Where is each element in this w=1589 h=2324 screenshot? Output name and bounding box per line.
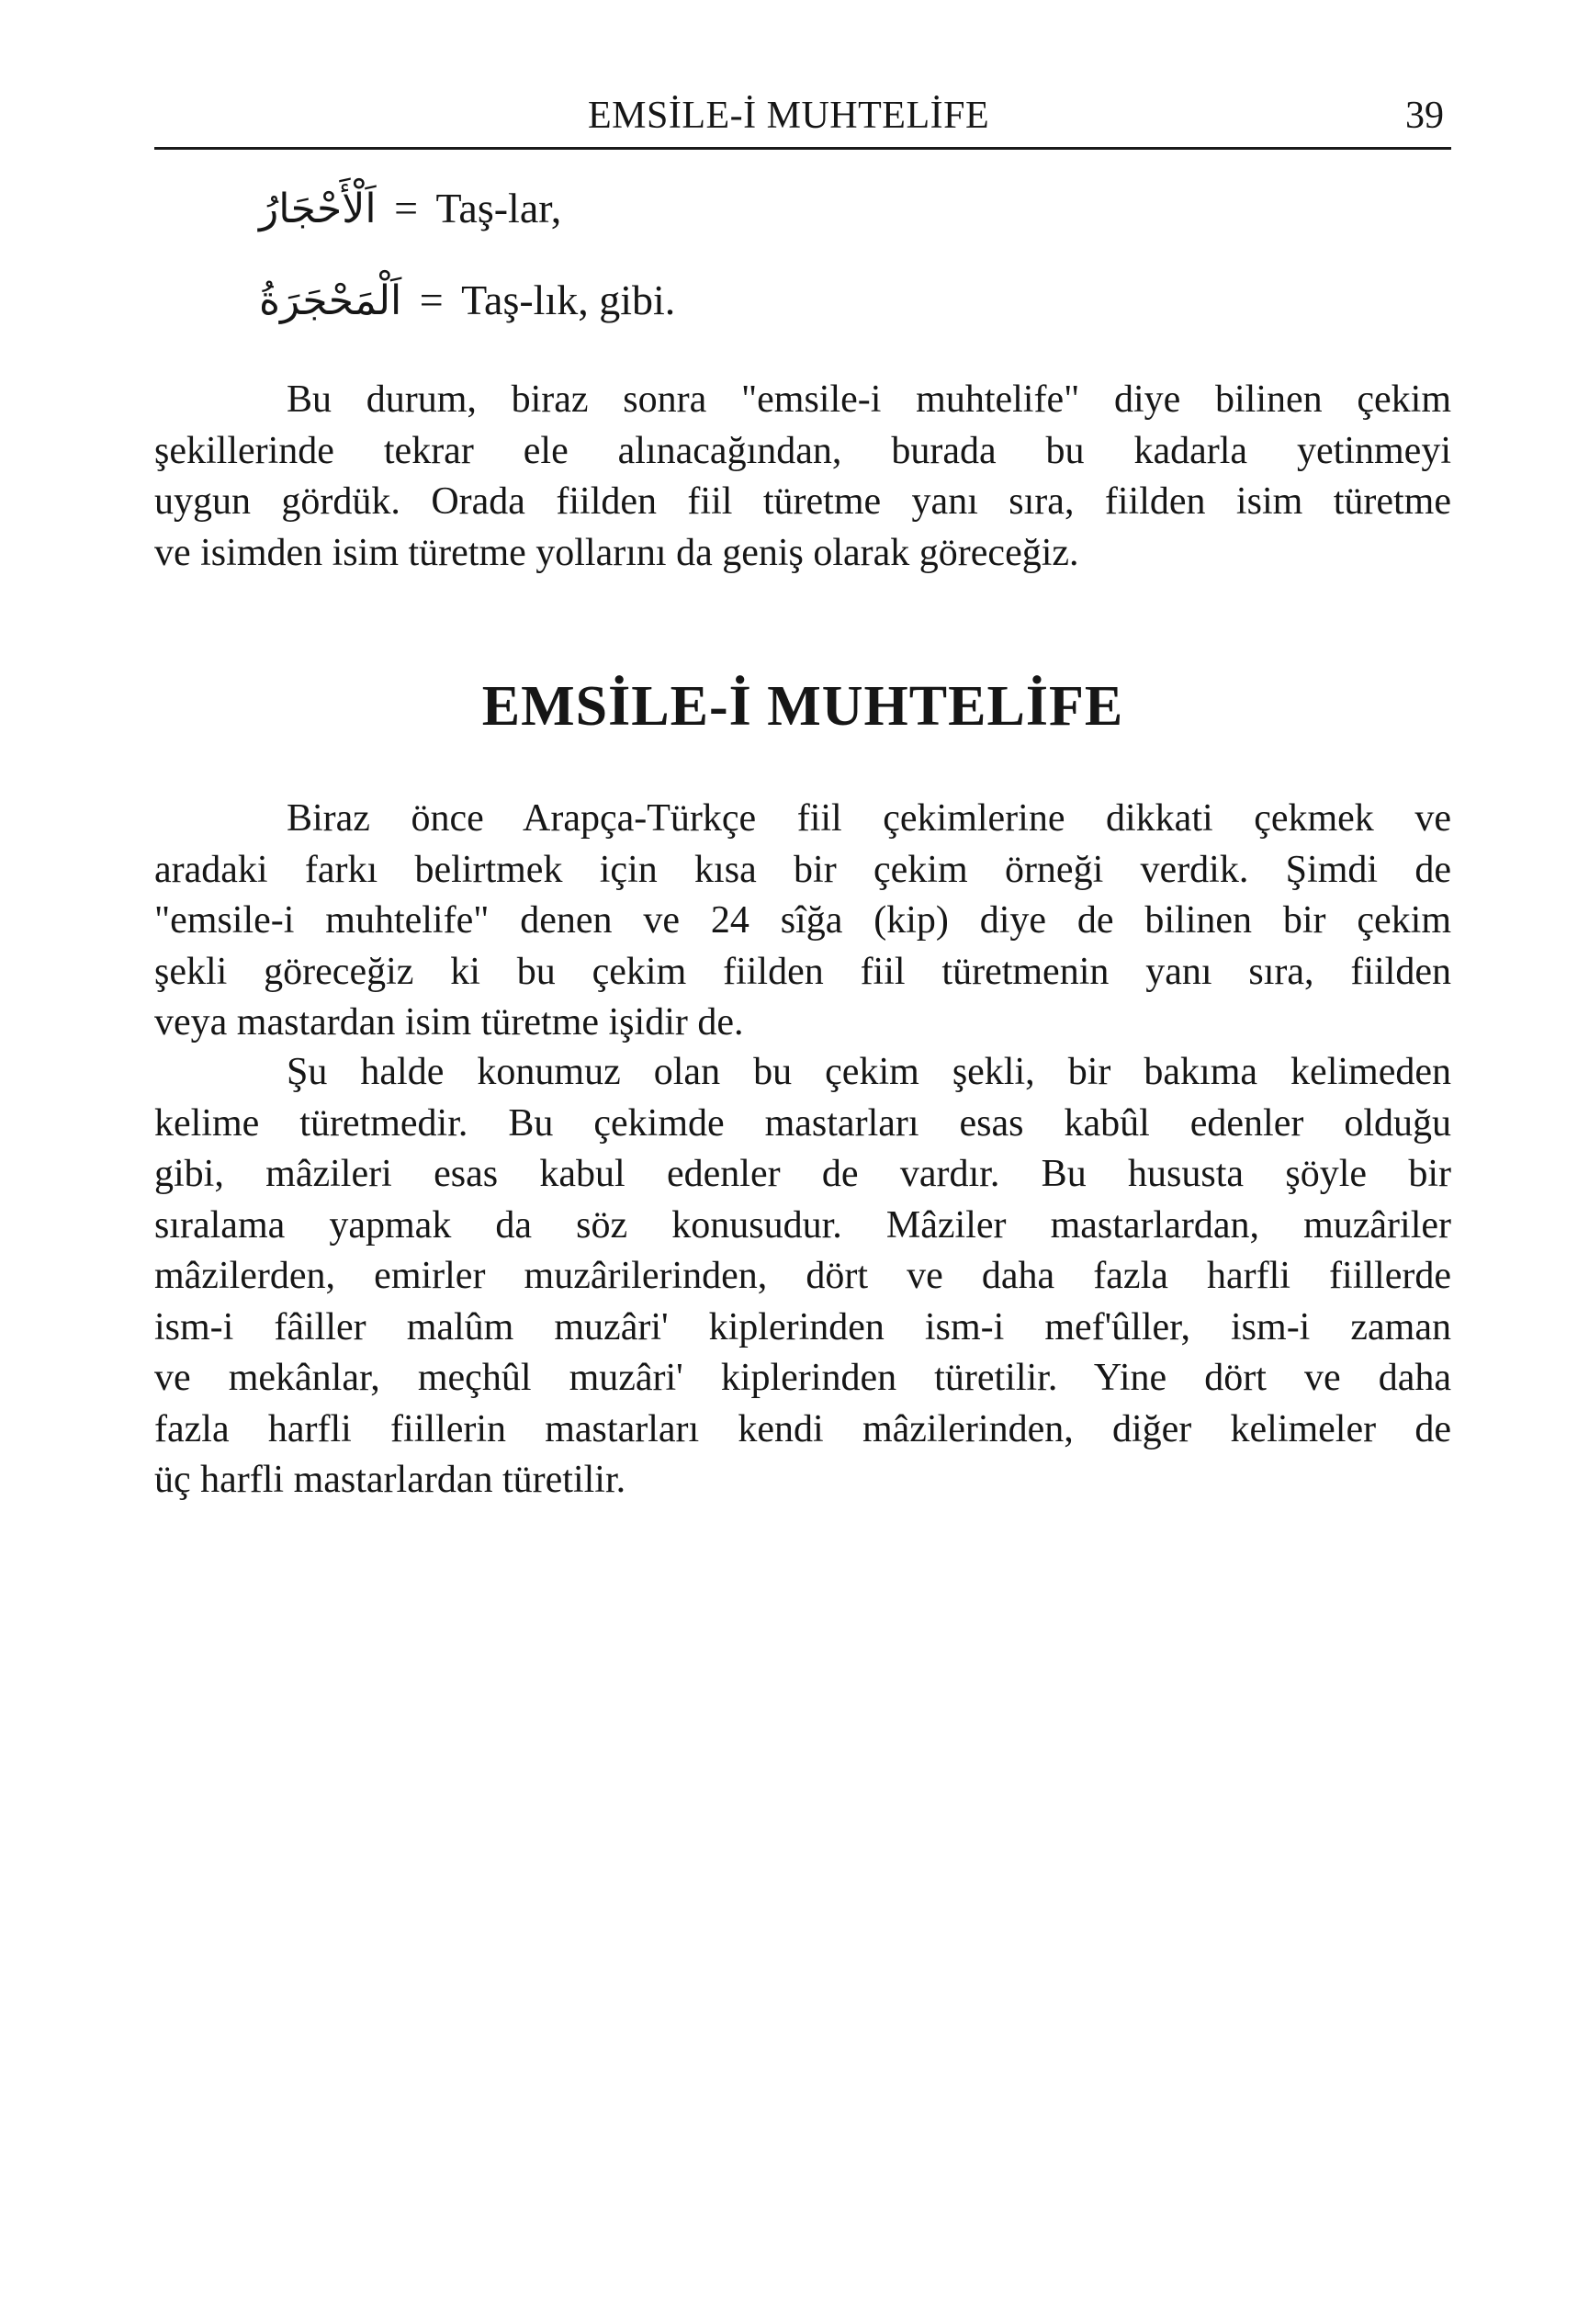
equals-sign: = bbox=[419, 276, 444, 323]
text-line: sıralama yapmak da söz konusudur. Mâziler mastarlardan, muzâriler bbox=[154, 1203, 1451, 1247]
text-line: kelime türetmedir. Bu çekimde mastarları esas kabûl edenler olduğu bbox=[154, 1101, 1451, 1145]
text-line: veya mastardan isim türetme işidir de. bbox=[154, 1001, 744, 1044]
example-meaning: Taş-lar, bbox=[435, 185, 562, 231]
text-line: gibi, mâzileri esas kabul edenler de vardır. Bu hususta şöyle bir bbox=[154, 1153, 1451, 1195]
text-line: Şu halde konumuz olan bu çekim şekli, bir bakıma kelimeden bbox=[287, 1051, 1451, 1093]
text-line: fazla harfli fiillerin mastarları kendi mâzilerinden, diğer kelimeler de bbox=[154, 1407, 1451, 1450]
page-number: 39 bbox=[1405, 95, 1444, 137]
running-header bbox=[154, 88, 1451, 150]
example-line bbox=[259, 276, 675, 324]
arabic-word: اَلْأَحْجَارُ bbox=[259, 186, 377, 232]
arabic-word: اَلْمَحْجَرَةُ bbox=[259, 277, 402, 324]
equals-sign: = bbox=[394, 185, 419, 231]
paragraph-body-2 bbox=[154, 1047, 1451, 1506]
text-line: ve mekânlar, meçhûl muzâri' kiplerinden türetilir. Yine dört ve daha bbox=[154, 1357, 1451, 1399]
text-line: üç harfli mastarlardan türetilir. bbox=[154, 1459, 626, 1501]
text-line: Biraz önce Arapça-Türkçe fiil çekimlerine dikkati çekmek ve bbox=[287, 797, 1451, 840]
text-line: Bu durum, biraz sonra "emsile-i muhtelife" diye bilinen çekim bbox=[287, 378, 1451, 421]
example-line bbox=[259, 184, 561, 232]
text-line: şekillerinde tekrar ele alınacağından, burada bu kadarla yetinmeyi bbox=[154, 429, 1451, 472]
text-line: "emsile-i muhtelife" denen ve 24 sîğa (kip) diye de bilinen bir çekim bbox=[154, 899, 1451, 942]
paragraph-body-1 bbox=[154, 794, 1451, 1049]
paragraph-intro bbox=[154, 375, 1451, 579]
text-line: şekli göreceğiz ki bu çekim fiilden fiil türetmenin yanı sıra, fiilden bbox=[154, 950, 1451, 993]
text-line: uygun gördük. Orada fiilden fiil türetme yanı sıra, fiilden isim türetme bbox=[154, 480, 1451, 523]
text-line: ve isimden isim türetme yollarını da geniş olarak göreceğiz. bbox=[154, 531, 1079, 574]
text-line: ism-i fâiller malûm muzâri' kiplerinden ism-i mef'ûller, ism-i zaman bbox=[154, 1305, 1451, 1348]
section-heading: EMSİLE-İ MUHTELİFE bbox=[481, 675, 1124, 738]
example-meaning: Taş-lık, gibi. bbox=[461, 276, 676, 323]
text-line: aradaki farkı belirtmek için kısa bir çekim örneği verdik. Şimdi de bbox=[154, 848, 1451, 891]
running-title: EMSİLE-İ MUHTELİFE bbox=[588, 95, 990, 137]
text-line: mâzilerden, emirler muzârilerinden, dört ve daha fazla harfli fiillerde bbox=[154, 1255, 1451, 1297]
